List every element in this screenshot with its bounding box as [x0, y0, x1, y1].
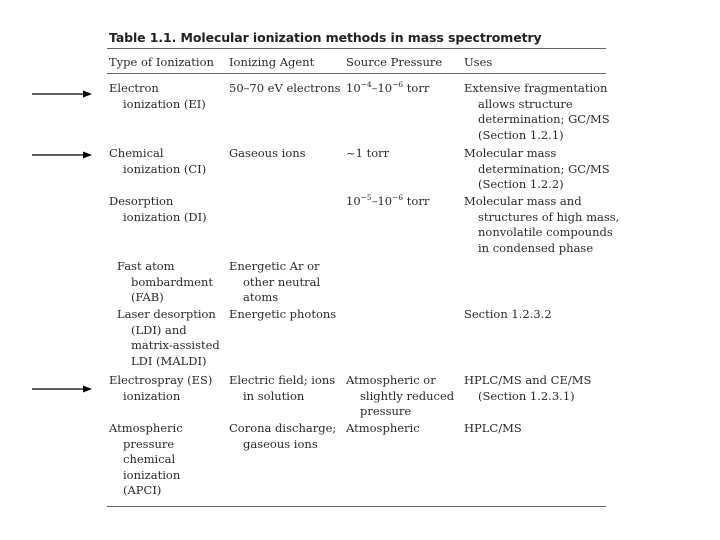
cell-line: Molecular mass and: [464, 194, 582, 208]
header-agent: Ionizing Agent: [229, 55, 315, 69]
pressure-exponent: −6: [392, 80, 404, 90]
cell-line: pressure: [360, 404, 412, 418]
row-di-pressure: [346, 194, 429, 210]
header-rule: [107, 73, 606, 74]
row-ei-pressure: [346, 81, 429, 97]
row-es-pressure: [346, 373, 454, 420]
row-ci-uses: [464, 146, 610, 193]
cell-line: in solution: [243, 388, 305, 403]
header-uses: Uses: [464, 55, 493, 69]
cell-line: Laser desorption: [117, 307, 216, 321]
cell-line: structures of high mass,: [478, 209, 620, 224]
cell-line: Extensive fragmentation: [464, 81, 608, 95]
cell-line: (LDI) and: [131, 322, 187, 337]
pressure-mid: –10: [371, 81, 393, 95]
row-apci-uses: [464, 421, 522, 437]
cell-line: ionization (DI): [123, 209, 207, 224]
cell-line: nonvolatile compounds: [478, 225, 613, 239]
cell-line: ionization: [123, 388, 181, 403]
row-ci-agent: [229, 146, 306, 162]
row-es-agent: [229, 373, 335, 404]
cell-line: in condensed phase: [478, 240, 594, 255]
cell-line: other neutral: [243, 274, 321, 289]
row-apci-type: [109, 421, 183, 499]
cell-line: Corona discharge;: [229, 421, 337, 435]
row-ei-agent: [229, 81, 341, 97]
row-ldi-type: [117, 307, 220, 369]
pressure-exponent: −6: [392, 193, 404, 203]
cell-line: determination; GC/MS: [478, 112, 610, 126]
cell-line: Gaseous ions: [229, 146, 306, 160]
row-ei-uses: [464, 81, 610, 143]
cell-line: (Section 1.2.2): [478, 177, 564, 191]
header-type: Type of Ionization: [109, 55, 214, 69]
row-es-uses: [464, 373, 591, 404]
row-di-type: [109, 194, 207, 225]
cell-line: LDI (MALDI): [131, 353, 207, 368]
cell-line: pressure: [123, 436, 175, 451]
header-pressure: Source Pressure: [346, 55, 443, 69]
cell-line: gaseous ions: [243, 436, 318, 451]
bottom-rule: [107, 506, 606, 507]
cell-line: (FAB): [131, 290, 164, 304]
pressure-unit: torr: [403, 194, 430, 208]
cell-line: Electron: [109, 81, 159, 95]
cell-line: matrix-assisted: [131, 338, 220, 352]
pressure-mid: –10: [371, 194, 393, 208]
arrow-right-icon: [32, 150, 92, 160]
cell-line: determination; GC/MS: [478, 161, 610, 176]
row-ldi-uses: [464, 307, 552, 323]
table-caption: Table 1.1. Molecular ionization methods in mass spectrometry: [109, 30, 542, 45]
row-apci-pressure: [346, 421, 420, 437]
cell-line: Energetic photons: [229, 307, 337, 321]
cell-line: Fast atom: [117, 259, 175, 273]
row-di-uses: [464, 194, 619, 256]
row-fab-type: [117, 259, 213, 306]
row-ci-pressure: ~1 torr: [346, 146, 390, 160]
cell-line: HPLC/MS: [464, 421, 522, 435]
top-rule: [107, 48, 606, 49]
cell-line: slightly reduced: [360, 388, 455, 403]
cell-line: Electric field; ions: [229, 373, 336, 387]
cell-line: ionization: [123, 467, 181, 482]
row-apci-agent: [229, 421, 336, 452]
arrow-right-icon: [32, 384, 92, 394]
pressure-exponent: −4: [360, 80, 372, 90]
cell-line: Chemical: [109, 146, 164, 160]
cell-line: ionization (EI): [123, 96, 206, 111]
pressure-exponent: −5: [360, 193, 372, 203]
row-ei-type: [109, 81, 206, 112]
cell-line: (Section 1.2.1): [478, 127, 564, 142]
cell-line: HPLC/MS and CE/MS: [464, 373, 592, 387]
pressure-unit: torr: [403, 81, 430, 95]
arrow-right-icon: [32, 89, 92, 99]
row-ldi-agent: [229, 307, 336, 323]
cell-line: allows structure: [478, 96, 573, 111]
cell-line: Molecular mass: [464, 146, 557, 160]
cell-line: bombardment: [131, 274, 214, 289]
cell-line: (Section 1.2.3.1): [478, 388, 575, 403]
cell-line: Atmospheric: [109, 421, 183, 435]
cell-line: chemical: [123, 452, 176, 466]
pressure-base: 10: [346, 194, 361, 208]
cell-line: Energetic Ar or: [229, 259, 320, 273]
row-fab-agent: [229, 259, 320, 306]
cell-line: Atmospheric: [346, 421, 420, 435]
pressure-base: 10: [346, 81, 361, 95]
row-ci-type: [109, 146, 206, 177]
cell-line: Desorption: [109, 194, 174, 208]
cell-line: 50–70 eV electrons: [229, 81, 341, 95]
cell-line: Atmospheric or: [346, 373, 436, 387]
cell-line: Electrospray (ES): [109, 373, 213, 387]
cell-line: atoms: [243, 290, 279, 304]
row-es-type: [109, 373, 212, 404]
cell-line: ionization (CI): [123, 161, 207, 176]
cell-line: (APCI): [123, 483, 162, 497]
cell-line: Section 1.2.3.2: [464, 307, 552, 321]
